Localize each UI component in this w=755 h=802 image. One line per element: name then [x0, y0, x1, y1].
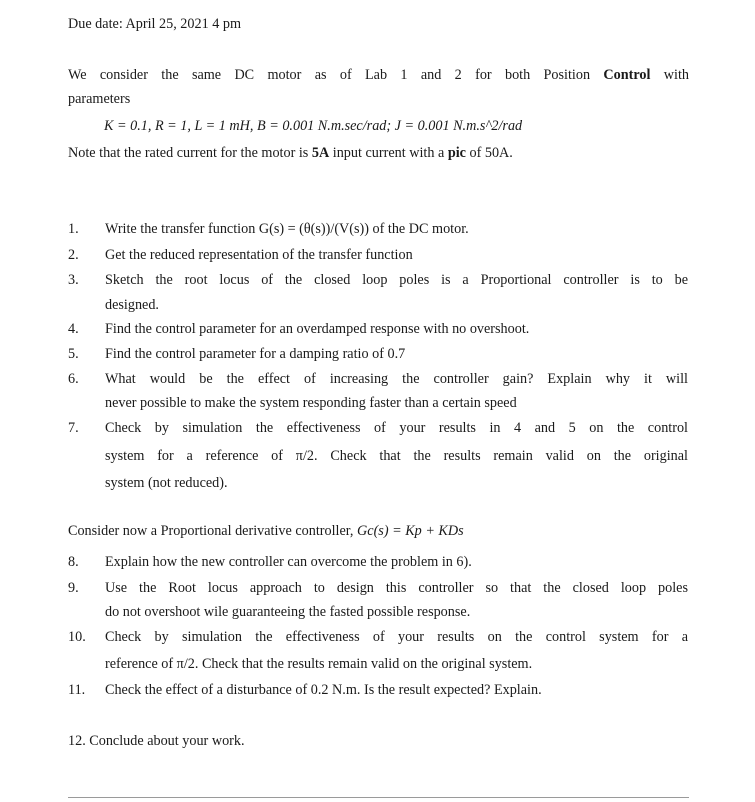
question-3-line1: Sketch the root locus of the closed loop poles is a Proportional controller is to be — [105, 272, 688, 288]
question-7-line3: system (not reduced). — [105, 475, 228, 491]
question-6-line1: What would be the effect of increasing the controller gain? Explain why it will — [105, 371, 688, 387]
question-8: Explain how the new controller can overcome the problem in 6). — [105, 554, 472, 570]
question-12: 12. Conclude about your work. — [68, 733, 245, 749]
item-number: 6. — [68, 371, 79, 387]
question-9-line1: Use the Root locus approach to design this controller so that the closed loop poles — [105, 580, 688, 596]
question-7-line1: Check by simulation the effectiveness of your results in 4 and 5 on the control — [105, 420, 688, 436]
note-text: Note that the rated current for the motor is — [68, 145, 312, 161]
intro-bold-control: Control — [603, 67, 651, 83]
item-number: 7. — [68, 420, 79, 436]
question-4: Find the control parameter for an overdamped response with no overshoot. — [105, 321, 530, 337]
intro-paragraph-line2: parameters — [68, 91, 131, 107]
item-number: 10. — [68, 629, 86, 645]
question-10-line2: reference of π/2. Check that the results remain valid on the original system. — [105, 656, 533, 672]
intro-text-end: with — [650, 67, 689, 83]
note-text-mid: input current with a — [329, 145, 448, 161]
question-10-line1: Check by simulation the effectiveness of your results on the control system for a — [105, 629, 688, 645]
bottom-divider — [68, 797, 689, 798]
question-3-line2: designed. — [105, 297, 159, 313]
note-line — [68, 145, 513, 163]
question-11: Check the effect of a disturbance of 0.2 N.m. Is the result expected? Explain. — [105, 682, 542, 698]
pd-intro-text: Consider now a Proportional derivative controller, — [68, 523, 358, 539]
question-1: Write the transfer function G(s) = (θ(s))/(V(s)) of the DC motor. — [105, 221, 469, 237]
item-number: 1. — [68, 221, 79, 237]
question-9-line2: do not overshoot wile guaranteeing the fasted possible response. — [105, 604, 471, 620]
due-date: Due date: April 25, 2021 4 pm — [68, 16, 241, 32]
note-text-end: of 50A. — [465, 145, 513, 161]
item-number: 2. — [68, 247, 79, 263]
item-number: 5. — [68, 346, 79, 362]
note-rated-current: 5A — [311, 145, 330, 161]
question-7-line2: system for a reference of π/2. Check that the results remain valid on the original — [105, 448, 688, 464]
question-5: Find the control parameter for a damping ratio of 0.7 — [105, 346, 406, 362]
question-2: Get the reduced representation of the transfer function — [105, 247, 413, 263]
item-number: 4. — [68, 321, 79, 337]
pd-equation: Gc(s) = Kp + KDs — [357, 523, 464, 539]
intro-paragraph — [68, 67, 689, 85]
item-number: 8. — [68, 554, 79, 570]
question-6-line2: never possible to make the system responding faster than a certain speed — [105, 395, 517, 411]
item-number: 9. — [68, 580, 79, 596]
item-number: 11. — [68, 682, 86, 698]
pd-intro — [68, 523, 464, 541]
parameters-equation: K = 0.1, R = 1, L = 1 mH, B = 0.001 N.m.sec/rad; J = 0.001 N.m.s^2/rad — [104, 118, 523, 134]
intro-text: We consider the same DC motor as of Lab 1 and 2 for both Position — [68, 67, 604, 83]
item-number: 3. — [68, 272, 79, 288]
note-peak: pic — [447, 145, 466, 161]
